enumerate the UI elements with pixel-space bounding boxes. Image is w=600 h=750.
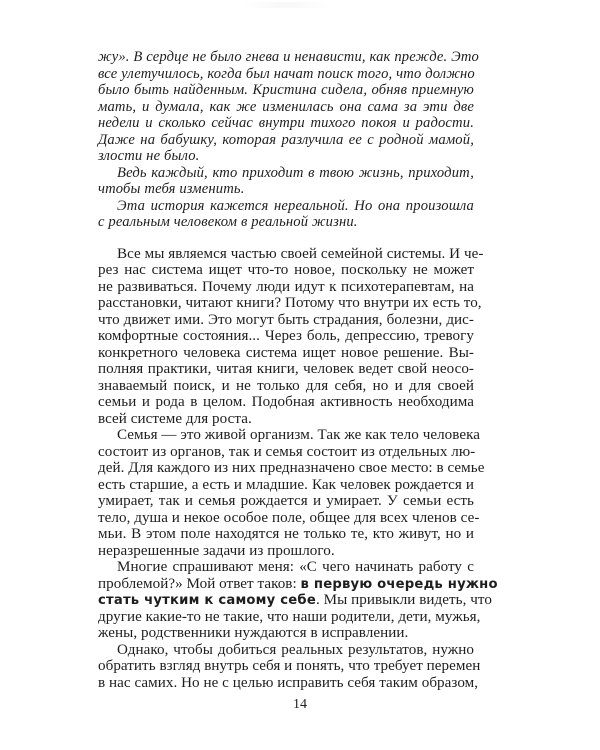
text-line: обратить взгляд внутрь себя и понять, что требует перемен (98, 658, 481, 674)
text-line: не развиваться. Почему люди идут к психотерапевтам, на (98, 278, 474, 295)
text-line: неразрешенные задачи из прошлого. (98, 542, 335, 559)
text-fragment: . Мы привыкли видеть, что (315, 592, 492, 608)
text-line: есть старшие, а есть и младшие. Как человек рождается и (98, 476, 474, 493)
text-line: Семья — это живой организм. Так же как тело человека (117, 427, 480, 443)
text-line: Эта история кажется нереальной. Но она произошла (117, 197, 474, 214)
page-number: 14 (293, 697, 307, 712)
text-line: тело, душа и некое особое поле, общее для всех членов се- (98, 509, 480, 526)
text-line: рез нас система ищет что-то новое, поскольку не может (98, 262, 474, 278)
text-line: семьи и рода в целом. Подобная активность необходима (98, 394, 474, 410)
bold-emphasis: стать чутким к самому себе (98, 593, 316, 608)
print-bleed-through (240, 2, 330, 8)
text-line: чтобы тебя изменить. (98, 181, 245, 197)
text-line: было быть найденным. Кристина сидела, обняв приемную (98, 82, 474, 98)
book-page-text (98, 49, 498, 691)
text-line: дей. Для каждого из них предназначено свое место: в семье (98, 460, 485, 476)
text-fragment: проблемой?» Мой ответ таков: (98, 575, 301, 592)
text-line: злости не было. (98, 148, 200, 164)
text-line: что движет ими. Это могут быть страдания, болезни, дис- (98, 311, 474, 328)
text-line: все улетучилось, когда был начат поиск того, что должно (98, 65, 475, 82)
text-line: жу». В сердце не было гнева и ненависти, как прежде. Это (98, 49, 479, 65)
text-line: Многие спрашивают меня: «С чего начинать работу с (117, 559, 474, 575)
italic-story-section (98, 49, 479, 231)
text-line: полняя практики, читая книги, человек ведет свой неосо- (98, 361, 474, 377)
body-text-section (98, 245, 498, 692)
text-line: мать, и думала, как же изменилась она сама за эти две (98, 98, 474, 115)
text-line: всей системе для роста. (98, 410, 252, 427)
text-line: Все мы являемся частью своей семейной системы. И че- (117, 245, 484, 262)
text-line (98, 592, 492, 609)
text-line: другие какие-то не такие, что наши родители, дети, мужья, (98, 608, 481, 625)
text-line: мьи. В этом поле находятся не только те, кто живут, но и (98, 526, 474, 542)
text-line: расстановки, читают книги? Потому что внутри их есть то, (98, 295, 482, 311)
bold-emphasis: в первую очередь нужно (300, 576, 498, 592)
text-line: жены, родственники нуждаются в исправлении. (98, 625, 409, 641)
section-gap (98, 231, 474, 246)
text-line: конкретного человека система ищет новое решение. Вы- (98, 344, 474, 361)
text-line: недели и сколько сейчас внутри тихого покоя и радости. (98, 115, 474, 131)
text-line: знаваемый поиск, и не только для себя, но и для своей (98, 377, 474, 394)
text-line: Ведь каждый, кто приходит в твою жизнь, приходит, (117, 164, 474, 181)
text-line: с реальным человеком в реальной жизни. (98, 214, 358, 230)
text-line: Однако, чтобы добиться реальных результатов, нужно (117, 641, 474, 658)
text-line (98, 575, 498, 593)
text-line: состоит из органов, так и семья состоит из отдельных лю- (98, 443, 476, 460)
text-line: в нас самих. Но не с целью исправить себя таким образом, (98, 674, 479, 691)
text-line: умирает, так и семья рождается и умирает. У семьи есть (98, 493, 474, 509)
text-line: комфортные состояния... Через боль, депрессию, тревогу (98, 328, 474, 344)
text-line: Даже на бабушку, которая разлучила ее с родной мамой, (98, 131, 474, 148)
